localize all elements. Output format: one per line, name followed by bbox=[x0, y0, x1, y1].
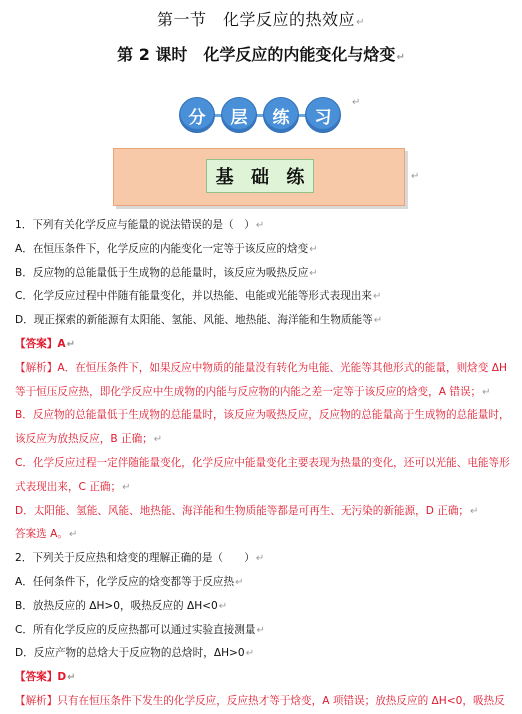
return-mark-icon: ↵ bbox=[411, 171, 420, 182]
banner-char: 练 bbox=[286, 167, 305, 188]
answer-line: 【答案】A↵ bbox=[15, 337, 75, 350]
lesson-subtitle-text: 第 2 课时 化学反应的内能变化与焓变 bbox=[117, 45, 396, 64]
question-stem: 1．下列有关化学反应与能量的说法错误的是（ ）↵ bbox=[15, 219, 265, 231]
pill-lian: 练 bbox=[263, 97, 299, 133]
pill-xi: 习 bbox=[305, 97, 341, 133]
analysis-line: 答案选 A。↵ bbox=[15, 528, 78, 541]
analysis-line: 【解析】A．在恒压条件下，如果反应中物质的能量没有转化为电能、光能等其他形式的能量，则焓变 ΔH bbox=[15, 361, 507, 374]
analysis-line: 等于恒压反应热，即化学反应中生成物的内能与反应物的内能之差一定等于该反应的焓变，A 错误；↵ bbox=[15, 385, 491, 398]
question-option: B．放热反应的 ΔH>0，吸热反应的 ΔH<0↵ bbox=[15, 599, 228, 612]
analysis-line: C．化学反应过程一定伴随能量变化，化学反应中能量变化主要表现为热量的变化，还可以光能、电能等形 bbox=[15, 456, 510, 469]
question-content bbox=[15, 214, 510, 714]
pill-fen: 分 bbox=[179, 97, 215, 133]
question-option: C．化学反应过程中伴随有能量变化，并以热能、电能或光能等形式表现出来↵ bbox=[15, 290, 382, 303]
analysis-line: 式表现出来，C 正确；↵ bbox=[15, 480, 131, 493]
return-mark-icon: ↵ bbox=[352, 97, 361, 108]
section-title-text: 第一节 化学反应的热效应 bbox=[157, 10, 356, 29]
section-title bbox=[0, 7, 522, 30]
analysis-line: B．反应物的总能量低于生成物的总能量时，该反应为吸热反应，反应物的总能量高于生成物的总能量时， bbox=[15, 409, 510, 422]
banner-label-box bbox=[206, 159, 314, 193]
question-stem: 2．下列关于反应热和焓变的理解正确的是（ ）↵ bbox=[15, 552, 265, 565]
lesson-subtitle bbox=[0, 42, 522, 65]
question-option: A．在恒压条件下，化学反应的内能变化一定等于该反应的焓变↵ bbox=[15, 242, 318, 255]
return-mark-icon: ↵ bbox=[356, 17, 365, 28]
banner-char: 基 bbox=[215, 167, 234, 188]
basic-practice-banner bbox=[113, 148, 420, 206]
analysis-line: D．太阳能、氢能、风能、地热能、海洋能和生物质能等都是可再生、无污染的新能源，D 正确；↵ bbox=[15, 504, 479, 517]
pill-ceng: 层 bbox=[221, 97, 257, 133]
analysis-line: 该反应为放热反应，B 正确；↵ bbox=[15, 433, 163, 446]
analysis-line: 【解析】只有在恒压条件下发生的化学反应，反应热才等于焓变，A 项错误；放热反应的 ΔH<0，吸热反 bbox=[15, 694, 505, 707]
question-option: B．反应物的总能量低于生成物的总能量时，该反应为吸热反应↵ bbox=[15, 266, 318, 279]
banner-char: 础 bbox=[250, 167, 269, 188]
return-mark-icon: ↵ bbox=[396, 52, 405, 63]
question-option: A．任何条件下，化学反应的焓变都等于反应热↵ bbox=[15, 575, 244, 588]
question-option: C．所有化学反应的反应热都可以通过实验直接测量↵ bbox=[15, 623, 265, 636]
question-option: D．反应产物的总焓大于反应物的总焓时，ΔH>0↵ bbox=[15, 647, 255, 660]
answer-line: 【答案】D↵ bbox=[15, 671, 76, 684]
question-option: D．现正探索的新能源有太阳能、氢能、风能、地热能、海洋能和生物质能等↵ bbox=[15, 314, 383, 327]
